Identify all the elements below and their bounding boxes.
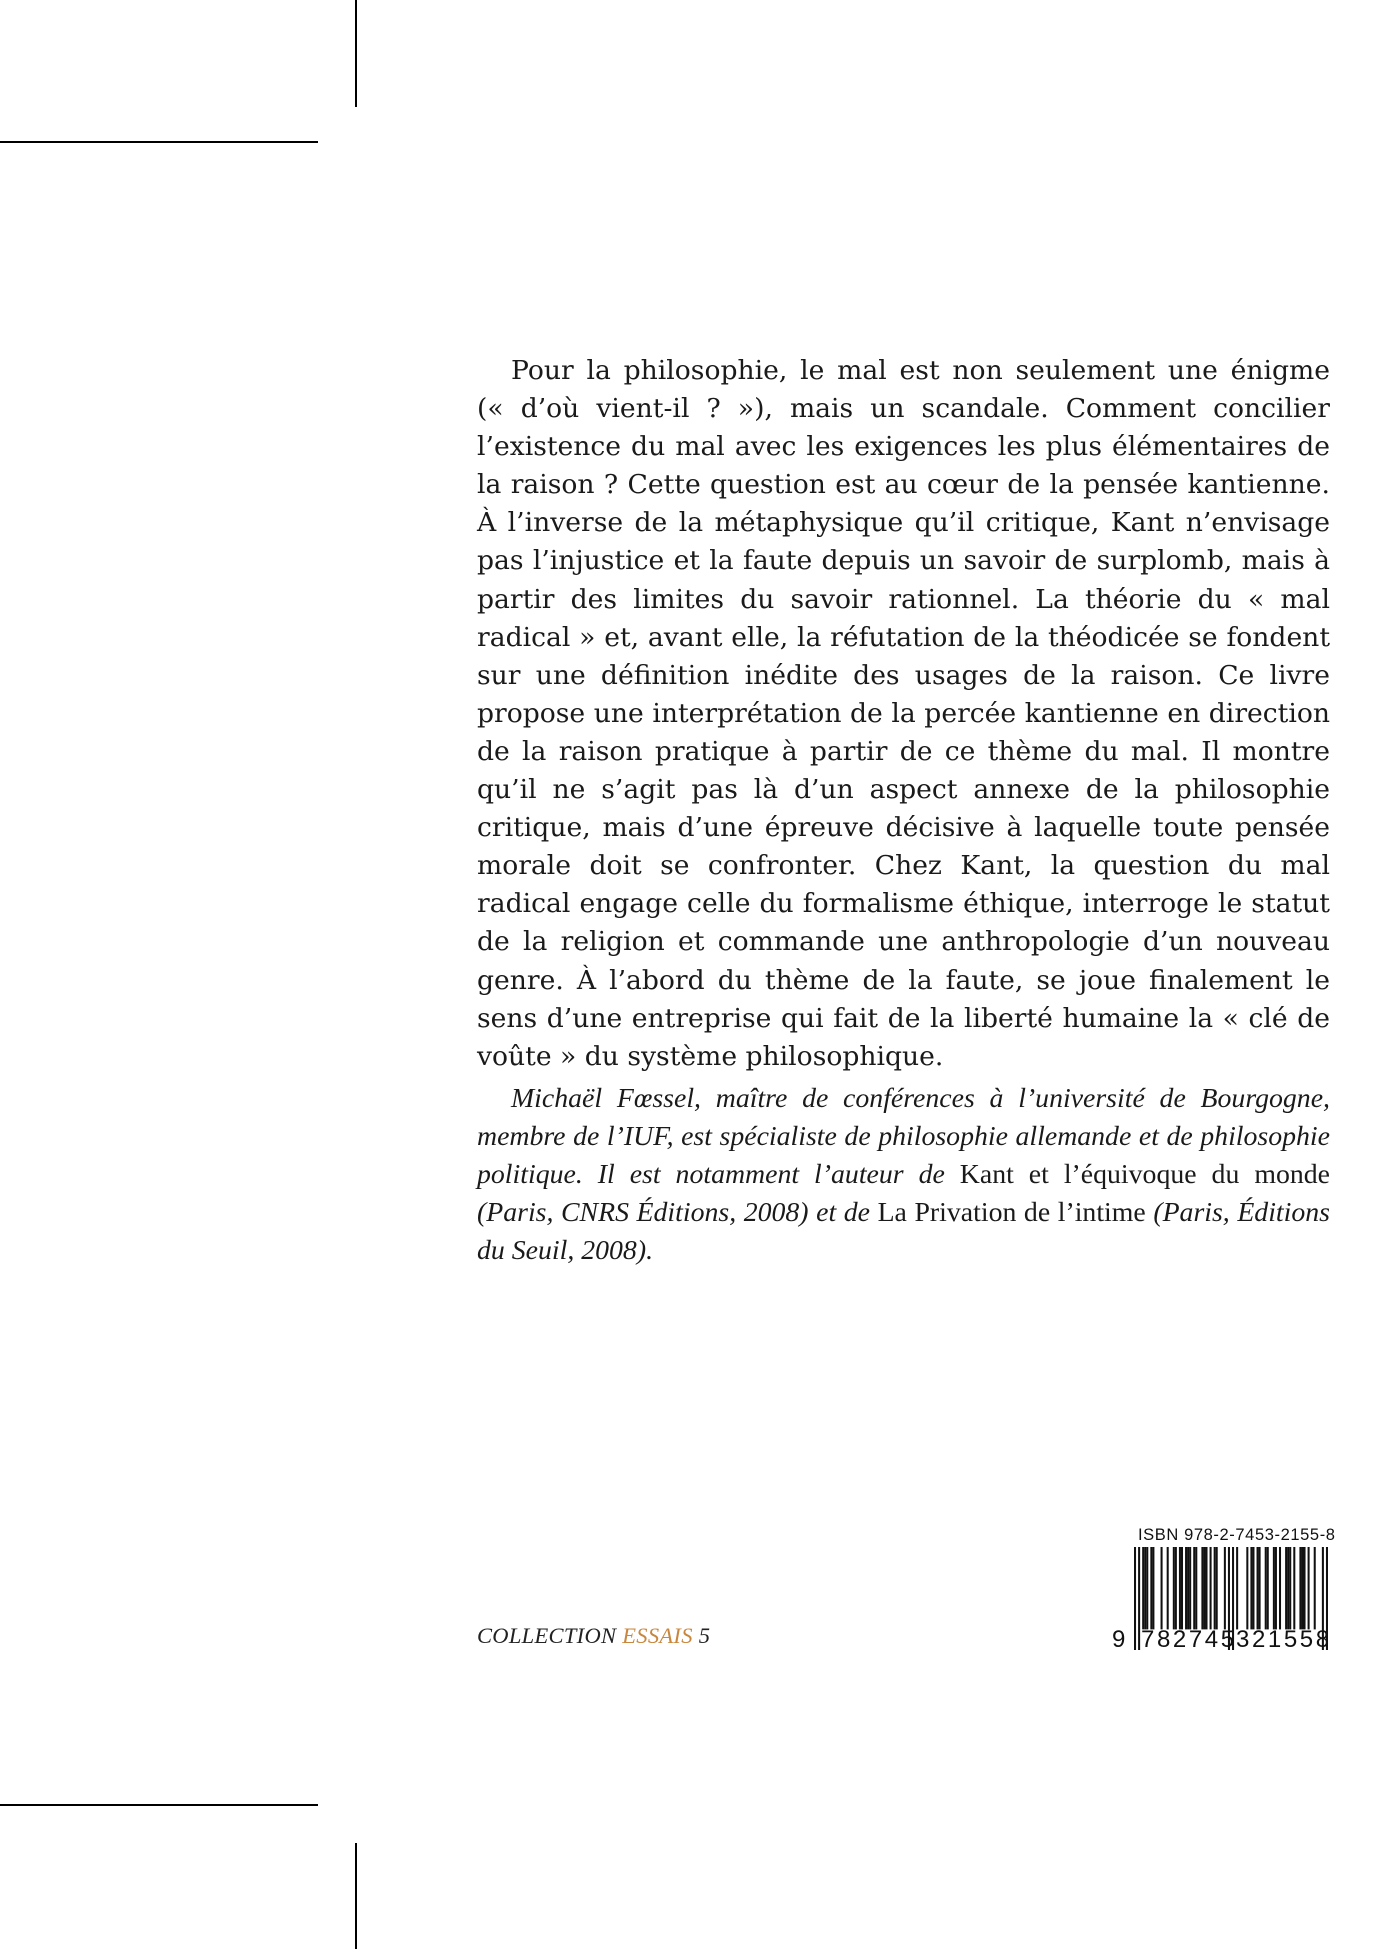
collection-label	[477, 1623, 710, 1649]
author-bio	[477, 1080, 1330, 1270]
barcode-bar	[1167, 1547, 1169, 1629]
barcode-bar	[1185, 1547, 1187, 1629]
barcode-bar	[1179, 1547, 1181, 1629]
barcode-bar	[1308, 1547, 1310, 1629]
collection-number: 5	[692, 1623, 711, 1648]
bio-text-3: (Paris, Éditions du Seuil, 2008).	[477, 1197, 1330, 1267]
collection-name: ESSAIS	[622, 1623, 693, 1648]
barcode-bar	[1289, 1547, 1291, 1629]
barcode-bar	[1267, 1547, 1269, 1629]
barcode-bar	[1134, 1547, 1136, 1650]
barcode-bar	[1146, 1547, 1148, 1629]
collection-prefix: COLLECTION	[477, 1623, 623, 1648]
barcode-bar	[1224, 1547, 1226, 1629]
barcode-bar	[1195, 1547, 1197, 1629]
barcode-bar	[1299, 1547, 1301, 1629]
barcode-bar	[1150, 1547, 1152, 1629]
barcode-bar	[1257, 1547, 1259, 1629]
barcode-bar	[1246, 1547, 1248, 1629]
barcode-bar	[1303, 1547, 1305, 1629]
crop-mark-bottom-vertical	[355, 1843, 357, 1949]
barcode-bar	[1161, 1547, 1163, 1629]
crop-mark-top-horizontal	[0, 141, 318, 143]
barcode-bar	[1181, 1547, 1183, 1629]
barcode-bar	[1210, 1547, 1212, 1629]
barcode-bar	[1236, 1547, 1238, 1629]
barcode-bar	[1203, 1547, 1205, 1629]
crop-mark-bottom-horizontal	[0, 1804, 318, 1806]
barcode-bar	[1259, 1547, 1261, 1629]
barcode-bar	[1152, 1547, 1154, 1629]
bio-book-title-2: La Privation de l’intime	[877, 1197, 1146, 1229]
ean-right-digits: 321558	[1236, 1626, 1332, 1653]
barcode-bar	[1205, 1547, 1207, 1629]
barcode-bar	[1214, 1547, 1216, 1629]
barcode-bar	[1189, 1547, 1191, 1629]
barcode-bar	[1187, 1547, 1189, 1629]
barcode-bar	[1250, 1547, 1252, 1629]
barcode-bar	[1216, 1547, 1218, 1629]
barcode-bar	[1144, 1547, 1146, 1629]
barcode-bar	[1193, 1547, 1195, 1629]
barcode-bar	[1285, 1547, 1287, 1629]
barcode-bar	[1252, 1547, 1254, 1629]
barcode-bar	[1287, 1547, 1289, 1629]
barcode-bar	[1265, 1547, 1267, 1629]
barcode-bar	[1301, 1547, 1303, 1629]
bio-text-1: Michaël Fœssel, maître de conférences à l’université de Bourgogne, membre de l’IUF, est spécialiste de philosophie allemande et de philosophie politique. Il est notamment l’auteur de	[477, 1083, 1330, 1191]
barcode-bar	[1275, 1547, 1277, 1629]
barcode-bar	[1175, 1547, 1177, 1629]
bio-book-title-1: Kant et l’équivoque du monde	[959, 1159, 1330, 1191]
ean-first-digit: 9	[1112, 1626, 1126, 1653]
back-cover-blurb: Pour la philosophie, le mal est non seulement une énigme (« d’où vient-il ? »), mais un scandale. Comment concilier l’existence du mal avec les exigences les plus élémentaires de la raison ? Cette question est au cœur de la pensée kantienne. À l’inverse de la métaphysique qu’il critique, Kant n’envisage pas l’injustice et la faute depuis un savoir de surplomb, mais à partir des limites du savoir rationnel. La théorie du « mal radical » et, avant elle, la réfutation de la théodicée se fondent sur une définition inédite des usages de la raison. Ce livre propose une interprétation de la percée kantienne en direction de la raison pratique à partir de ce thème du mal. Il montre qu’il ne s’agit pas là d’un aspect annexe de la philosophie critique, mais d’une épreuve décisive à laquelle toute pensée morale doit se confronter. Chez Kant, la question du mal radical engage celle du formalisme éthique, interroge le statut de la religion et commande une anthropologie d’un nouveau genre. À l’abord du thème de la faute, se joue finalement le sens d’une entreprise qui fait de la liberté humaine la « clé de voûte » du système philosophique.	[477, 355, 1330, 1072]
isbn-label: ISBN 978-2-7453-2155-8	[1138, 1526, 1336, 1544]
barcode-bar	[1173, 1547, 1175, 1629]
barcode-bar	[1138, 1547, 1140, 1650]
barcode-bar	[1273, 1547, 1275, 1629]
barcode-bar	[1201, 1547, 1203, 1629]
ean-left-digits: 782745	[1141, 1626, 1237, 1653]
bio-text-2: (Paris, CNRS Éditions, 2008) et de	[477, 1197, 878, 1229]
barcode-bar	[1293, 1547, 1295, 1629]
barcode-bar	[1314, 1547, 1316, 1629]
crop-mark-top-vertical	[355, 0, 357, 107]
barcode-bar	[1142, 1547, 1144, 1629]
barcode-bar	[1279, 1547, 1281, 1629]
